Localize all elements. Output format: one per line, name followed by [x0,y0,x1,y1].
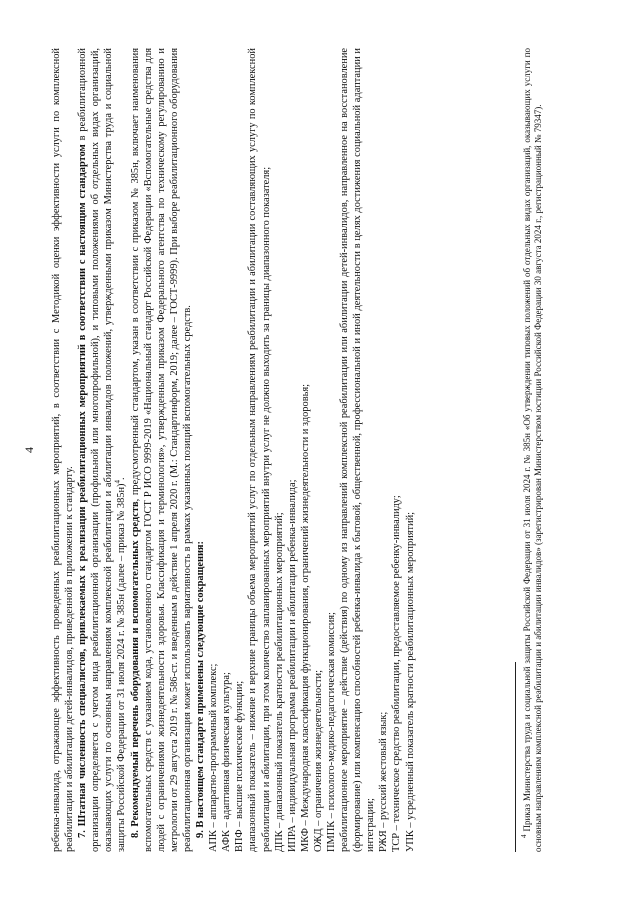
footnote-4 [522,48,545,852]
footnote-ref: 4 [520,834,528,838]
text-run: ПМПК – психолого-медико-педагогическая комиссия; [325,612,337,852]
paragraph-a1 [207,48,220,852]
text-run: МКФ – Международная классификация функционирования, ограничений жизнедеятельности и здоровья; [299,383,311,852]
paragraph-a10 [338,48,377,852]
paragraph-a11 [377,48,390,852]
page-number: 4 [22,447,36,453]
bold-text: 8. Рекомендуемый перечень оборудования и вспомогательных средств [129,501,141,838]
paragraph-a8 [312,48,325,852]
text-run: в реабилитационной организации определяется с учетом вида реабилитационной организации (профильной или многопрофильной), и типовыми положениями об отдельных видах организаций, оказывающих услуги по основным направлениям комплексной реабилитации и абилитации инвалидов положений, утвержденными приказом Министерства труда и социальной защиты Российской Федерации от 31 июля 2024 г. № 385н (далее – приказ № 385н) [77,48,128,852]
text-run: АФК – адаптивная физическая культура; [221,672,233,852]
paragraph-p9 [194,48,207,852]
paragraph-a2 [220,48,233,852]
paragraph-a4 [246,48,272,852]
text-run: ребенка-инвалида, отражающее эффективность проведенных реабилитационных мероприятий, в соответствии с Методикой оценки эффективности услуги по комплексной реабилитации и абилитации детей-инвалидов, приведенной в приложении к стандарту. [51,48,76,852]
document-body [50,48,417,852]
footnote-ref: 4 [114,480,122,484]
text-run: ТСР – техническое средство реабилитации, предоставляемое ребенку-инвалиду; [391,495,403,852]
paragraph-a3 [233,48,246,852]
paragraph-p7 [76,48,128,852]
text-run: ДПК – диапазонный показатель кратности реабилитационных мероприятий; [273,512,285,852]
text-run: ВПФ – высшие психические функции; [234,680,246,852]
text-run: реабилитационное мероприятие – действие (действия) по одному из направлений комплексной реабилитации или абилитации детей-инвалидов, направленное на восстановление (формирование) или компенсацию способностей ребенка-инвалида к бытовой, общественной, профессиональной и иной деятельности в целях достижения социальной адаптации и интеграции; [339,48,377,852]
paragraph-a13 [404,48,417,852]
text-run: ИПРА – индивидуальная программа реабилитации и абилитации ребенка-инвалида; [286,479,298,852]
text-run: диапазонный показатель – нижние и верхние границы объема мероприятий услуг по отдельным направлениям реабилитации и абилитации составляющих услугу по комплексной реабилитации и абилитации, при этом количество запланированных мероприятий внутри услуг не должно выходить за границы диапазонного показателя; [247,48,272,852]
paragraph-a9 [325,48,338,852]
paragraph-a6 [286,48,299,852]
paragraph-p1 [50,48,76,852]
footnote-separator [515,662,516,852]
text-run: . [116,477,128,480]
bold-text: 7. Штатная численность специалистов, привлекаемых к реализации реабилитационных мероприятий в соответствии с настоящим стандартом [77,144,89,838]
text-run: УПК – усредненный показатель кратности реабилитационных мероприятий; [404,511,416,852]
text-run: АПК – аппаратно-программный комплекс; [208,663,220,852]
text-run: , предусмотренный стандартом, указан в соответствии с приказом № 385н, включает наименования вспомогательных средств с указанием кода, установленного стандартом ГОСТ Р ИСО 9999-2019 «Национальный стандарт Российской Федерации «Вспомогательные средства для людей с ограничениями жизнедеятельности здоровья. Классификация и терминология», утвержденным приказом Федерального агентства по техническому регулированию и метрологии от 29 августа 2019 г. № 586-ст. и введенным в действие 1 апреля 2020 г. (М.: Стандартинформ, 2019; далее – ГОСТ-9999). При выборе реабилитационного оборудования реабилитационная организация может использовать вариативность в рамках указанных позиций вспомогательных средств. [129,48,193,852]
paragraph-p8 [129,48,194,852]
text-run: ОЖД – ограничения жизнедеятельности; [312,669,324,852]
bold-text: 9. В настоящем стандарте применены следующие сокращения: [195,540,207,838]
paragraph-a5 [273,48,286,852]
paragraph-a7 [299,48,312,852]
paragraph-a12 [390,48,403,852]
text-run: Приказ Министерства труда и социальной защиты Российской Федерации от 31 июля 2024 г. № 385н «Об утверждении типовых положений об отдельных видах организаций, оказывающих услуги по основным направлениям комплексной реабилитации и абилитации инвалидов» (зарегистрирован Министерством юстиции Российской Федерации 30 августа 2024 г., регистрационный № 79347). [522,48,544,852]
text-run: РЖЯ – русский жестовый язык; [378,711,390,852]
